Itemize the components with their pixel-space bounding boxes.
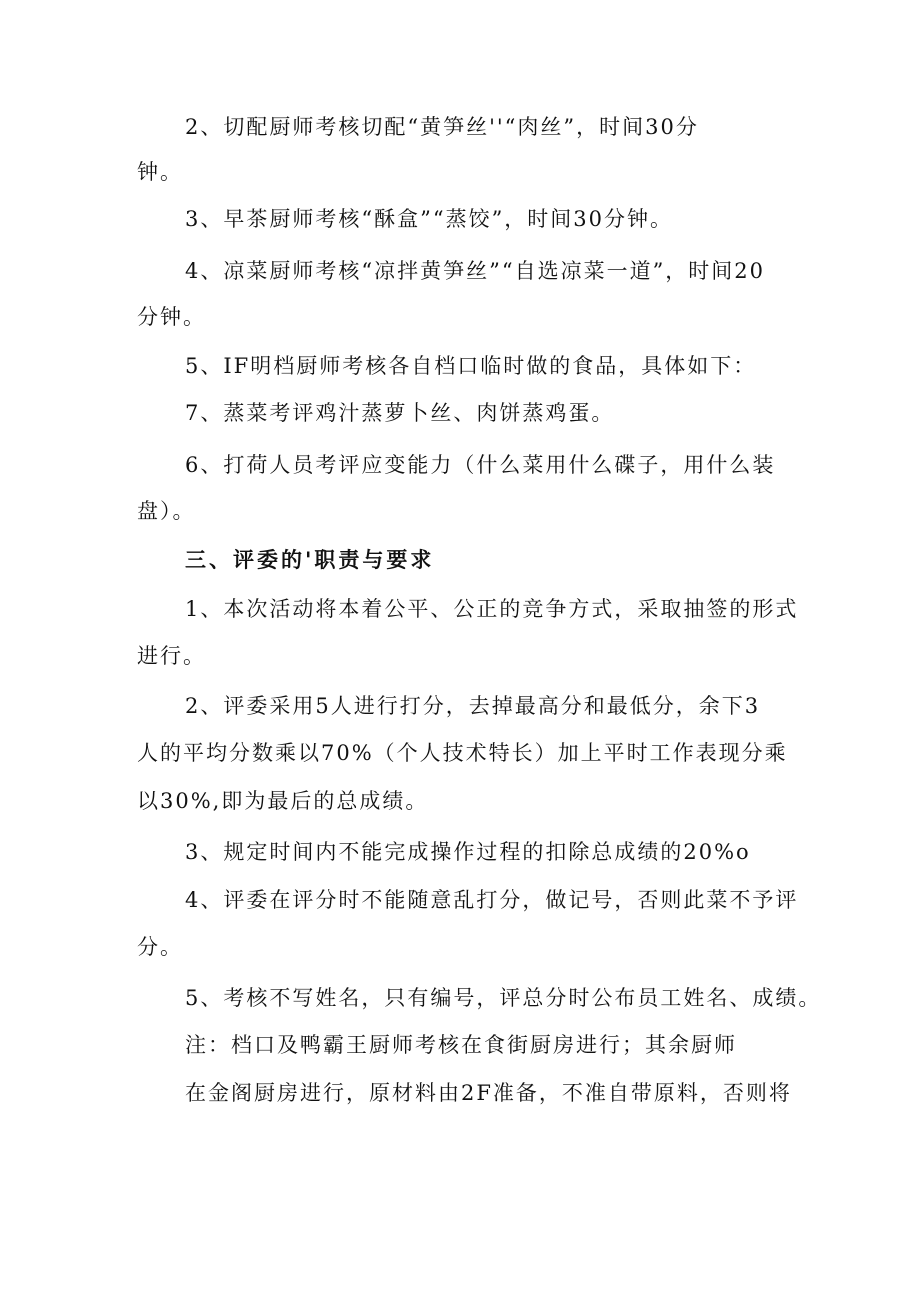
paragraph-line: 钟。 <box>137 160 183 184</box>
paragraph-line: 3、早茶厨师考核“酥盒”“蒸饺”，时间30分钟。 <box>185 207 674 231</box>
paragraph-line: 5、IF明档厨师考核各自档口临时做的食品，具体如下： <box>185 354 757 378</box>
paragraph-line: 人的平均分数乘以70%（个人技术特长）加上平时工作表现分乘 <box>137 741 788 765</box>
paragraph-line: 分钟。 <box>137 305 206 329</box>
note-line: 在金阁厨房进行，原材料由2F准备，不准自带原料，否则将 <box>185 1081 792 1105</box>
paragraph-line: 7、蒸菜考评鸡汁蒸萝卜丝、肉饼蒸鸡蛋。 <box>185 401 615 425</box>
paragraph-line: 4、评委在评分时不能随意乱打分，做记号，否则此菜不予评 <box>185 888 799 912</box>
paragraph-line: 盘）。 <box>137 499 196 523</box>
paragraph-line: 1、本次活动将本着公平、公正的竞争方式，采取抽签的形式 <box>185 597 799 621</box>
paragraph-line: 3、规定时间内不能完成操作过程的扣除总成绩的20%o <box>185 840 751 864</box>
paragraph-line: 分。 <box>137 935 183 959</box>
paragraph-line: 2、切配厨师考核切配“黄笋丝''“肉丝”，时间30分 <box>185 115 699 139</box>
section-heading: 三、评委的'职责与要求 <box>185 547 435 572</box>
paragraph-line: 以30%,即为最后的总成绩。 <box>137 789 429 813</box>
paragraph-line: 6、打荷人员考评应变能力（什么菜用什么碟子，用什么装 <box>185 453 776 477</box>
paragraph-line: 4、凉菜厨师考核“凉拌黄笋丝”“自选凉菜一道”，时间20 <box>185 259 766 283</box>
paragraph-line: 2、评委采用5人进行打分，去掉最高分和最低分，余下3 <box>185 694 761 718</box>
paragraph-line: 5、考核不写姓名，只有编号，评总分时公布员工姓名、成绩。 <box>185 986 822 1010</box>
paragraph-line: 进行。 <box>137 644 206 668</box>
note-line: 注：档口及鸭霸王厨师考核在食街厨房进行；其余厨师 <box>185 1033 737 1057</box>
